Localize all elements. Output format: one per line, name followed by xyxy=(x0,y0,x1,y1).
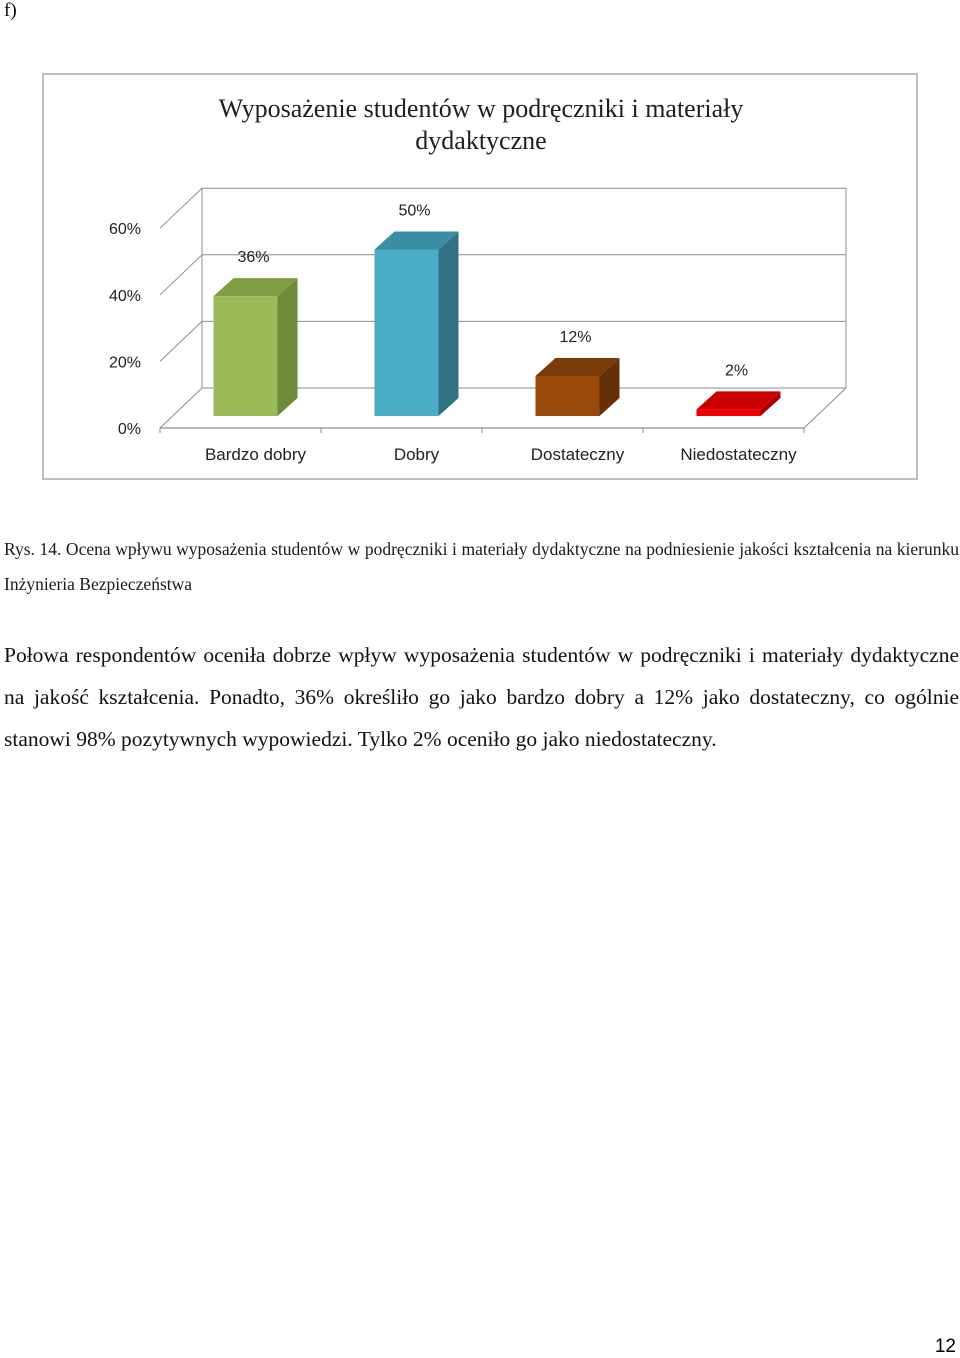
x-tick-label-1: Dobry xyxy=(393,445,440,464)
y-tick-labels xyxy=(109,221,141,438)
section-label: f) xyxy=(4,0,17,21)
bar-front-0 xyxy=(214,296,278,416)
bar-3 xyxy=(697,391,781,416)
gridline-diag-0 xyxy=(160,388,202,428)
y-tick-label-3: 60% xyxy=(108,221,141,239)
bar-front-1 xyxy=(375,250,439,417)
bar-2 xyxy=(536,358,620,416)
bar-1 xyxy=(375,232,459,417)
data-label-0: 36% xyxy=(237,249,270,267)
x-tick-label-2: Dostateczny xyxy=(530,445,625,464)
data-label-2: 12% xyxy=(559,329,592,347)
figure-caption: Rys. 14. Ocena wpływu wyposażenia studentów w podręczniki i materiały dydaktyczne na podniesienie jakości kształcenia na kierunku Inżynieria Bezpieczeństwa xyxy=(4,539,959,594)
x-tick-label-0: Bardzo dobry xyxy=(204,445,307,464)
gridline-diag-1 xyxy=(160,321,202,361)
gridline-diag-2 xyxy=(160,255,202,295)
gridline-diag-3 xyxy=(160,188,202,228)
body-paragraph: Połowa respondentów oceniła dobrze wpływ wyposażenia studentów w podręczniki i materiały dydaktyczne na jakość kształcenia. Ponadto, 36% określiło go jako bardzo dobry a 12% jako dostateczny, co ogólnie stanowi 98% pozytywnych wypowiedzi. Tylko 2% oceniło go jako niedostateczny. xyxy=(4,643,959,751)
chart-title xyxy=(219,94,744,155)
bar-front-2 xyxy=(536,376,600,416)
y-tick-label-0: 0% xyxy=(117,421,141,438)
chart-title-line-1: Wyposażenie studentów w podręczniki i materiały xyxy=(218,94,744,123)
page-number: 12 xyxy=(934,1336,956,1357)
data-label-1: 50% xyxy=(398,202,431,220)
y-tick-label-1: 20% xyxy=(108,354,141,372)
bar-front-3 xyxy=(697,409,761,416)
x-tick-label-3: Niedostateczny xyxy=(680,445,797,464)
bar-side-0 xyxy=(278,278,298,416)
bar-0 xyxy=(214,278,298,416)
data-label-3: 2% xyxy=(724,362,749,380)
floor-right-edge xyxy=(804,388,846,428)
chart-frame xyxy=(42,73,918,480)
data-labels xyxy=(237,203,748,380)
y-tick-label-2: 40% xyxy=(108,287,141,305)
bar-side-1 xyxy=(439,232,459,417)
chart-title-line-2: dydaktyczne xyxy=(415,126,547,155)
bar-chart xyxy=(44,75,916,478)
x-tick-labels xyxy=(205,445,797,464)
